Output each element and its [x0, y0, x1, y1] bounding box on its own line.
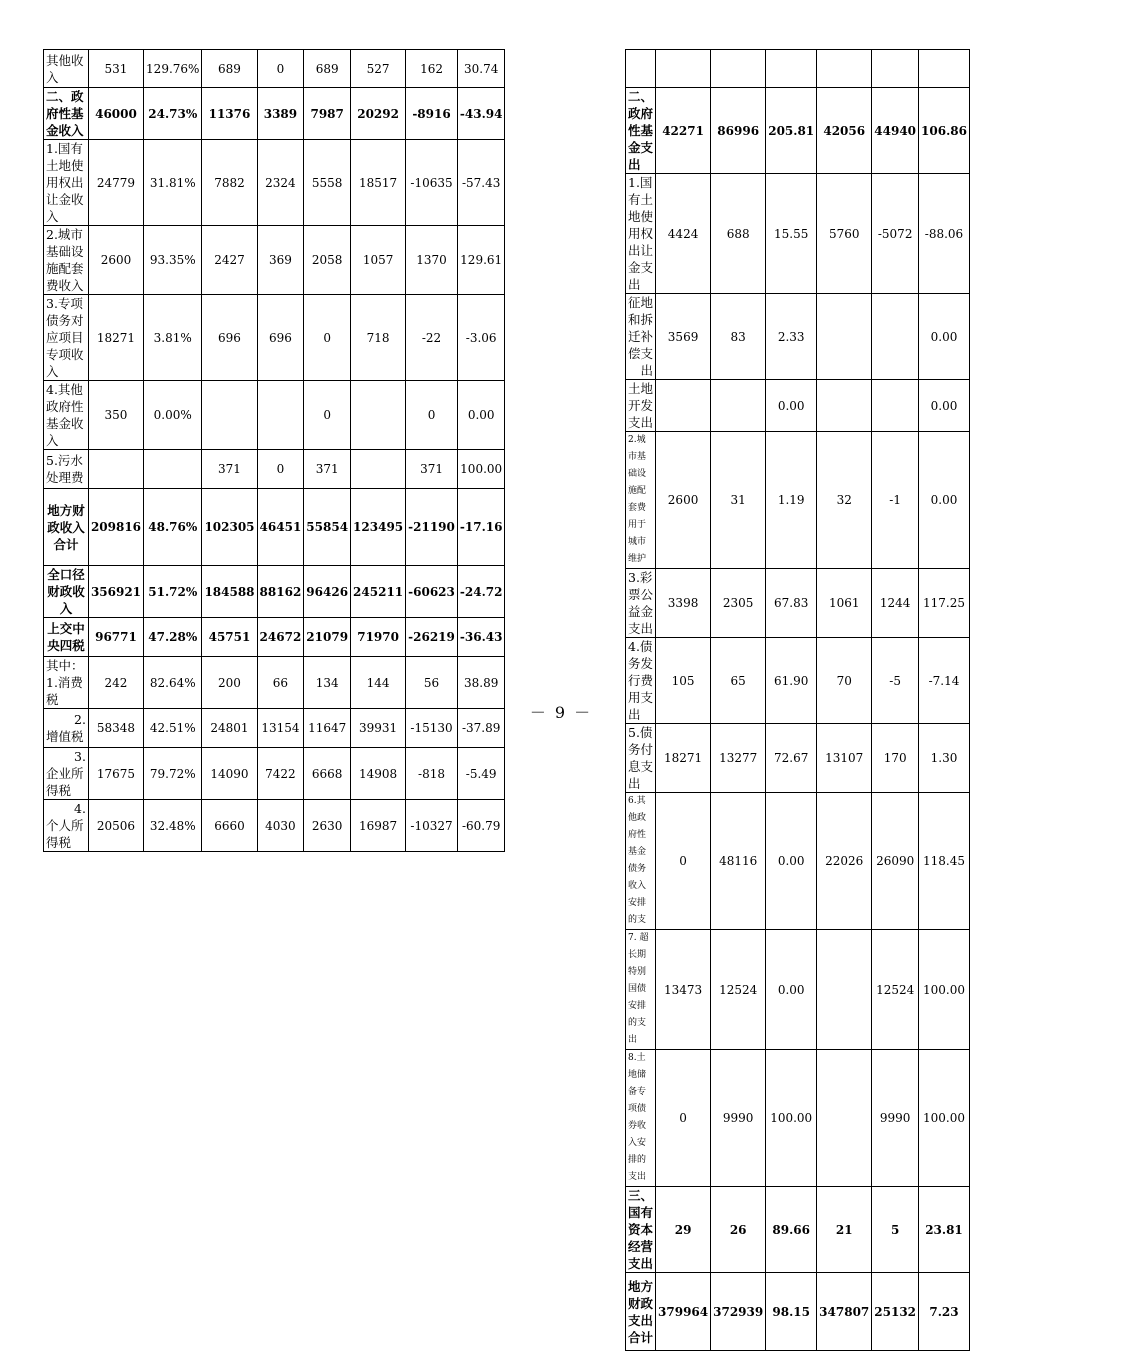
cell: 9990 [711, 1050, 766, 1187]
cell: 100.00 [766, 1050, 817, 1187]
cell: -22 [406, 295, 458, 381]
cell [711, 380, 766, 432]
cell [872, 50, 919, 88]
cell: 0.00 [919, 294, 970, 380]
table-row [626, 88, 970, 174]
cell: 13473 [656, 930, 711, 1050]
cell: 0 [257, 450, 304, 489]
cell: 7882 [202, 140, 257, 226]
cell: -60.79 [457, 800, 505, 852]
row-label: 征地和拆迁补偿支出 [626, 294, 656, 380]
cell: 79.72% [144, 748, 202, 800]
row-label: 二、政府性基金收入 [44, 88, 89, 140]
row-label: 地方财政支出合计 [626, 1273, 656, 1351]
table-row [44, 450, 505, 489]
table-row [626, 1050, 970, 1187]
cell: 4424 [656, 174, 711, 294]
cell: 1057 [351, 226, 406, 295]
cell: 5760 [817, 174, 872, 294]
cell: 531 [88, 50, 143, 88]
row-label: 2.城市基础设施配套费收入 [44, 226, 89, 295]
cell: 20292 [351, 88, 406, 140]
cell [817, 294, 872, 380]
table-row [44, 489, 505, 566]
cell: 26090 [872, 793, 919, 930]
cell: 93.35% [144, 226, 202, 295]
cell: 162 [406, 50, 458, 88]
cell: 0 [656, 1050, 711, 1187]
row-label: 上交中央四税 [44, 618, 89, 657]
revenue-table [43, 49, 505, 852]
cell: 205.81 [766, 88, 817, 174]
cell: 527 [351, 50, 406, 88]
cell: 0.00 [766, 930, 817, 1050]
cell: 61.90 [766, 638, 817, 724]
cell: 184588 [202, 566, 257, 618]
cell: 696 [257, 295, 304, 381]
cell: 56 [406, 657, 458, 709]
cell [919, 50, 970, 88]
table-row [44, 295, 505, 381]
cell: 689 [202, 50, 257, 88]
table-row [626, 380, 970, 432]
cell [144, 450, 202, 489]
cell: 3569 [656, 294, 711, 380]
cell: 6668 [304, 748, 351, 800]
cell: 46000 [88, 88, 143, 140]
cell: 696 [202, 295, 257, 381]
cell: 98.15 [766, 1273, 817, 1351]
cell: 67.83 [766, 569, 817, 638]
row-label: 三、国有资本经营支出 [626, 1187, 656, 1273]
cell: 16987 [351, 800, 406, 852]
cell: 31.81% [144, 140, 202, 226]
row-label: 二、政府性基金支出 [626, 88, 656, 174]
row-label: 8.土地储备专项债券收入安排的支出 [626, 1050, 656, 1187]
cell: 32 [817, 432, 872, 569]
cell: 29 [656, 1187, 711, 1273]
cell: 9990 [872, 1050, 919, 1187]
cell: 51.72% [144, 566, 202, 618]
cell: -57.43 [457, 140, 505, 226]
cell: 24779 [88, 140, 143, 226]
row-label: 其中：1.消费税 [44, 657, 89, 709]
cell: 2600 [88, 226, 143, 295]
cell [656, 50, 711, 88]
row-label: 5.污水处理费 [44, 450, 89, 489]
table-row [626, 294, 970, 380]
row-label: 5.债务付息支出 [626, 724, 656, 793]
cell: 47.28% [144, 618, 202, 657]
cell [257, 381, 304, 450]
cell: 371 [202, 450, 257, 489]
cell: 23.81 [919, 1187, 970, 1273]
cell: 144 [351, 657, 406, 709]
cell: 245211 [351, 566, 406, 618]
cell: 2305 [711, 569, 766, 638]
cell: 11647 [304, 709, 351, 748]
cell: 65 [711, 638, 766, 724]
table-row [626, 432, 970, 569]
row-label: 4.个人所得税 [44, 800, 89, 852]
cell: 26 [711, 1187, 766, 1273]
cell [817, 930, 872, 1050]
cell: 0.00 [457, 381, 505, 450]
cell: -8916 [406, 88, 458, 140]
row-label: 其他收入 [44, 50, 89, 88]
cell: 39931 [351, 709, 406, 748]
cell: 129.76% [144, 50, 202, 88]
cell: 14090 [202, 748, 257, 800]
cell: -36.43 [457, 618, 505, 657]
cell: 0.00 [919, 380, 970, 432]
cell: -60623 [406, 566, 458, 618]
table-row [44, 226, 505, 295]
cell: 48116 [711, 793, 766, 930]
cell: 0 [257, 50, 304, 88]
row-label: 3.企业所得税 [44, 748, 89, 800]
table-row [44, 381, 505, 450]
cell: 170 [872, 724, 919, 793]
cell: 42056 [817, 88, 872, 174]
cell: 13107 [817, 724, 872, 793]
cell: -10635 [406, 140, 458, 226]
table-row [626, 1187, 970, 1273]
cell: 22026 [817, 793, 872, 930]
cell [872, 294, 919, 380]
cell: 38.89 [457, 657, 505, 709]
table-row [626, 569, 970, 638]
cell [88, 450, 143, 489]
row-label: 3.彩票公益金支出 [626, 569, 656, 638]
cell: 2630 [304, 800, 351, 852]
cell: 2427 [202, 226, 257, 295]
cell: -43.94 [457, 88, 505, 140]
cell: 45751 [202, 618, 257, 657]
table-row [626, 1273, 970, 1351]
cell: 32.48% [144, 800, 202, 852]
cell: 2.33 [766, 294, 817, 380]
table-row [626, 724, 970, 793]
cell: 3398 [656, 569, 711, 638]
cell: 3389 [257, 88, 304, 140]
cell: 0 [406, 381, 458, 450]
cell: 83 [711, 294, 766, 380]
cell: 31 [711, 432, 766, 569]
table-row [626, 174, 970, 294]
row-label: 2.增值税 [44, 709, 89, 748]
cell: 5 [872, 1187, 919, 1273]
row-label: 全口径财政收入 [44, 566, 89, 618]
cell: 24672 [257, 618, 304, 657]
table-row [44, 88, 505, 140]
cell [202, 381, 257, 450]
cell [351, 450, 406, 489]
cell: 0.00 [766, 380, 817, 432]
cell: 21 [817, 1187, 872, 1273]
cell: 96426 [304, 566, 351, 618]
cell: 118.45 [919, 793, 970, 930]
cell: -88.06 [919, 174, 970, 294]
cell: 105 [656, 638, 711, 724]
row-label: 1.国有土地使用权出让金支出 [626, 174, 656, 294]
table-row [44, 140, 505, 226]
cell: 242 [88, 657, 143, 709]
cell: 14908 [351, 748, 406, 800]
cell: 66 [257, 657, 304, 709]
cell: 134 [304, 657, 351, 709]
cell: 25132 [872, 1273, 919, 1351]
cell: -21190 [406, 489, 458, 566]
cell: 0 [304, 381, 351, 450]
table-row [44, 618, 505, 657]
cell: -3.06 [457, 295, 505, 381]
cell: 688 [711, 174, 766, 294]
cell: 102305 [202, 489, 257, 566]
cell [817, 50, 872, 88]
row-label: 4.债务发行费用支出 [626, 638, 656, 724]
cell: -24.72 [457, 566, 505, 618]
cell: 88162 [257, 566, 304, 618]
table-row [44, 566, 505, 618]
cell: 379964 [656, 1273, 711, 1351]
cell [817, 1050, 872, 1187]
cell: 13277 [711, 724, 766, 793]
cell: 356921 [88, 566, 143, 618]
cell [711, 50, 766, 88]
table-row [44, 50, 505, 88]
row-label [626, 50, 656, 88]
row-label: 土地开发支出 [626, 380, 656, 432]
cell: 1061 [817, 569, 872, 638]
cell: 123495 [351, 489, 406, 566]
cell: 44940 [872, 88, 919, 174]
cell: -1 [872, 432, 919, 569]
page-number: － 9 － [529, 703, 593, 722]
cell: -10327 [406, 800, 458, 852]
cell: 5558 [304, 140, 351, 226]
cell: -818 [406, 748, 458, 800]
cell: 72.67 [766, 724, 817, 793]
cell: 30.74 [457, 50, 505, 88]
cell: 347807 [817, 1273, 872, 1351]
cell: -5 [872, 638, 919, 724]
row-label: 2.城市基础设施配套费用于城市维护 [626, 432, 656, 569]
cell: 15.55 [766, 174, 817, 294]
cell: 209816 [88, 489, 143, 566]
cell: 372939 [711, 1273, 766, 1351]
cell: 46451 [257, 489, 304, 566]
table-row [44, 800, 505, 852]
row-label: 地方财政收入合计 [44, 489, 89, 566]
row-label: 3.专项债务对应项目专项收入 [44, 295, 89, 381]
cell: 117.25 [919, 569, 970, 638]
cell: 718 [351, 295, 406, 381]
cell: 0.00 [919, 432, 970, 569]
cell: 2600 [656, 432, 711, 569]
cell: 18271 [88, 295, 143, 381]
cell: 55854 [304, 489, 351, 566]
cell: 17675 [88, 748, 143, 800]
cell: 6660 [202, 800, 257, 852]
cell: -37.89 [457, 709, 505, 748]
cell: 100.00 [919, 930, 970, 1050]
cell [766, 50, 817, 88]
cell: -7.14 [919, 638, 970, 724]
cell: 2058 [304, 226, 351, 295]
row-label: 7. 超长期特别国债安排的支出 [626, 930, 656, 1050]
cell: 12524 [872, 930, 919, 1050]
cell: 100.00 [457, 450, 505, 489]
cell [656, 380, 711, 432]
cell: 24801 [202, 709, 257, 748]
cell: 1.19 [766, 432, 817, 569]
cell: 4030 [257, 800, 304, 852]
cell: 371 [304, 450, 351, 489]
cell: 100.00 [919, 1050, 970, 1187]
cell: 350 [88, 381, 143, 450]
cell: 0 [304, 295, 351, 381]
cell: 89.66 [766, 1187, 817, 1273]
cell: 18271 [656, 724, 711, 793]
row-label: 6.其他政府性基金债务收入安排的支 [626, 793, 656, 930]
cell: 2324 [257, 140, 304, 226]
cell: 1.30 [919, 724, 970, 793]
table-row [626, 793, 970, 930]
cell: 7987 [304, 88, 351, 140]
cell [351, 381, 406, 450]
cell: 20506 [88, 800, 143, 852]
cell: 86996 [711, 88, 766, 174]
cell: 11376 [202, 88, 257, 140]
cell: 58348 [88, 709, 143, 748]
table-row [626, 930, 970, 1050]
cell: 1244 [872, 569, 919, 638]
cell: 7.23 [919, 1273, 970, 1351]
cell: 82.64% [144, 657, 202, 709]
cell: 0.00 [766, 793, 817, 930]
cell: 0 [656, 793, 711, 930]
table-row [44, 748, 505, 800]
cell: 21079 [304, 618, 351, 657]
cell: 129.61 [457, 226, 505, 295]
cell [872, 380, 919, 432]
cell: 96771 [88, 618, 143, 657]
cell: 71970 [351, 618, 406, 657]
cell: 106.86 [919, 88, 970, 174]
cell: 48.76% [144, 489, 202, 566]
cell: 18517 [351, 140, 406, 226]
cell: -17.16 [457, 489, 505, 566]
cell: 200 [202, 657, 257, 709]
cell: 13154 [257, 709, 304, 748]
cell: -15130 [406, 709, 458, 748]
cell: 1370 [406, 226, 458, 295]
cell: 42271 [656, 88, 711, 174]
cell: 7422 [257, 748, 304, 800]
cell: 371 [406, 450, 458, 489]
row-label: 1.国有土地使用权出让金收入 [44, 140, 89, 226]
cell: 0.00% [144, 381, 202, 450]
cell: 70 [817, 638, 872, 724]
table-row [626, 50, 970, 88]
cell: 42.51% [144, 709, 202, 748]
cell: 689 [304, 50, 351, 88]
cell: 369 [257, 226, 304, 295]
cell [817, 380, 872, 432]
row-label: 4.其他政府性基金收入 [44, 381, 89, 450]
cell: -5.49 [457, 748, 505, 800]
cell: -26219 [406, 618, 458, 657]
cell: 24.73% [144, 88, 202, 140]
cell: 12524 [711, 930, 766, 1050]
cell: -5072 [872, 174, 919, 294]
cell: 3.81% [144, 295, 202, 381]
